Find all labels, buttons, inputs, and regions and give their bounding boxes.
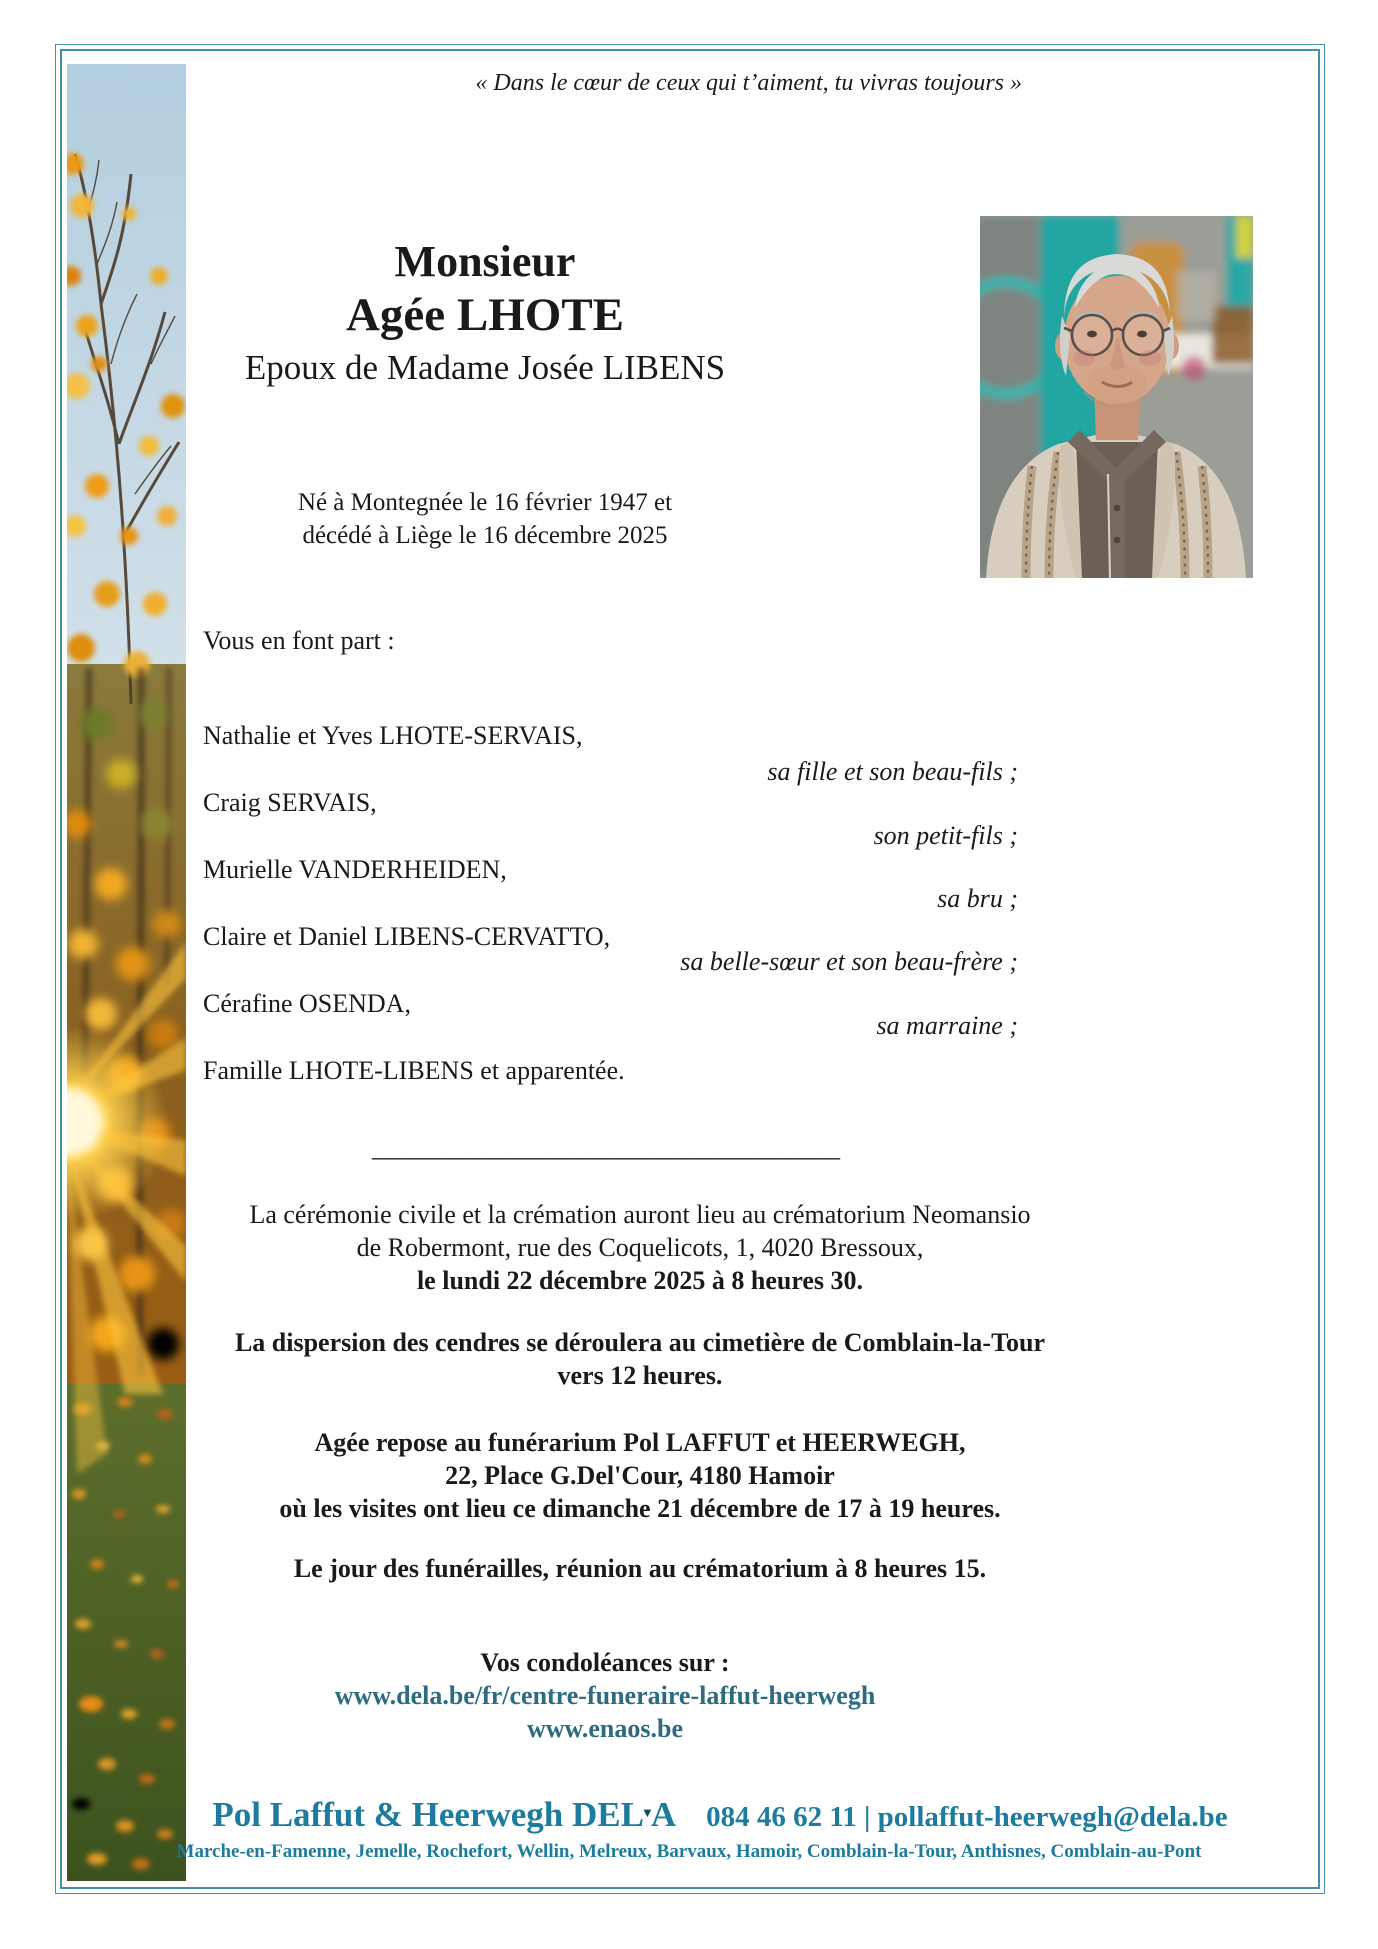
repose-line: Agée repose au funérarium Pol LAFFUT et HEERWEGH, [314,1428,966,1457]
ceremony-block [210,1198,1070,1297]
dispersion-line: La dispersion des cendres se déroulera au cimetière de Comblain-la-Tour [234,1328,1046,1357]
repose-line: 22, Place G.Del'Cour, 4180 Hamoir [445,1461,835,1490]
family-member-role: son petit-fils ; [873,821,1018,850]
funeral-home-footer [212,1795,1228,1835]
funeral-day-line: Le jour des funérailles, réunion au crématorium à 8 heures 15. [293,1554,987,1583]
title-block [200,236,770,389]
memorial-quote: « Dans le cœur de ceux qui t’aiment, tu vivras toujours » [475,70,1022,96]
condolences-block [200,1646,1010,1745]
family-member-name: Murielle VANDERHEIDEN, [203,855,507,884]
deceased-name: Agée LHOTE [345,288,625,341]
family-member-role: sa marraine ; [876,1011,1018,1040]
birth-death-block [200,486,770,552]
funeral-home-brand: Pol Laffut & Heerwegh DEL▼A [212,1795,677,1834]
repose-line: où les visites ont lieu ce dimanche 21 décembre de 17 à 19 heures. [279,1494,1001,1523]
ceremony-line: La cérémonie civile et la crémation auront lieu au crématorium Neomansio [249,1200,1031,1229]
ceremony-line: de Robermont, rue des Coquelicots, 1, 4020 Bressoux, [356,1233,924,1262]
repose-block [210,1426,1070,1525]
dela-triangle-icon: ▼ [640,1805,654,1820]
dispersion-block [210,1326,1070,1392]
footer-towns: Marche-en-Famenne, Jemelle, Rochefort, Wellin, Melreux, Barvaux, Hamoir, Comblain-la-Tour, Anthisnes, Comblain-au-Pont [176,1841,1202,1862]
condolences-link-enaos[interactable]: www.enaos.be [526,1714,683,1743]
ceremony-date-line: le lundi 22 décembre 2025 à 8 heures 30. [416,1266,864,1295]
family-member-role: sa belle-sœur et son beau-frère ; [680,947,1018,976]
family-member-role: sa bru ; [937,884,1018,913]
family-member-role: sa fille et son beau-fils ; [767,757,1018,786]
autumn-strip-photo [67,64,186,1881]
condolences-title: Vos condoléances sur : [480,1648,730,1677]
death-line: décédé à Liège le 16 décembre 2025 [302,522,668,549]
birth-line: Né à Montegnée le 16 février 1947 et [297,489,673,516]
portrait-photo [980,216,1253,578]
condolences-link-dela[interactable]: www.dela.be/fr/centre-funeraire-laffut-heerwegh [334,1681,876,1710]
family-member-name: Claire et Daniel LIBENS-CERVATTO, [203,922,611,951]
footer-contact: 084 46 62 11 | pollaffut-heerwegh@dela.be [706,1801,1228,1833]
dispersion-line: vers 12 heures. [557,1361,723,1390]
family-closing: Famille LHOTE-LIBENS et apparentée. [203,1056,625,1085]
divider-line: ____________________________________ [372,1133,840,1162]
spouse-line: Epoux de Madame Josée LIBENS [244,348,726,388]
announcement-intro: Vous en font part : [203,626,395,655]
family-member-name: Cérafine OSENDA, [203,989,411,1018]
family-member-name: Craig SERVAIS, [203,788,377,817]
family-member-name: Nathalie et Yves LHOTE-SERVAIS, [203,721,583,750]
civility: Monsieur [394,237,576,286]
